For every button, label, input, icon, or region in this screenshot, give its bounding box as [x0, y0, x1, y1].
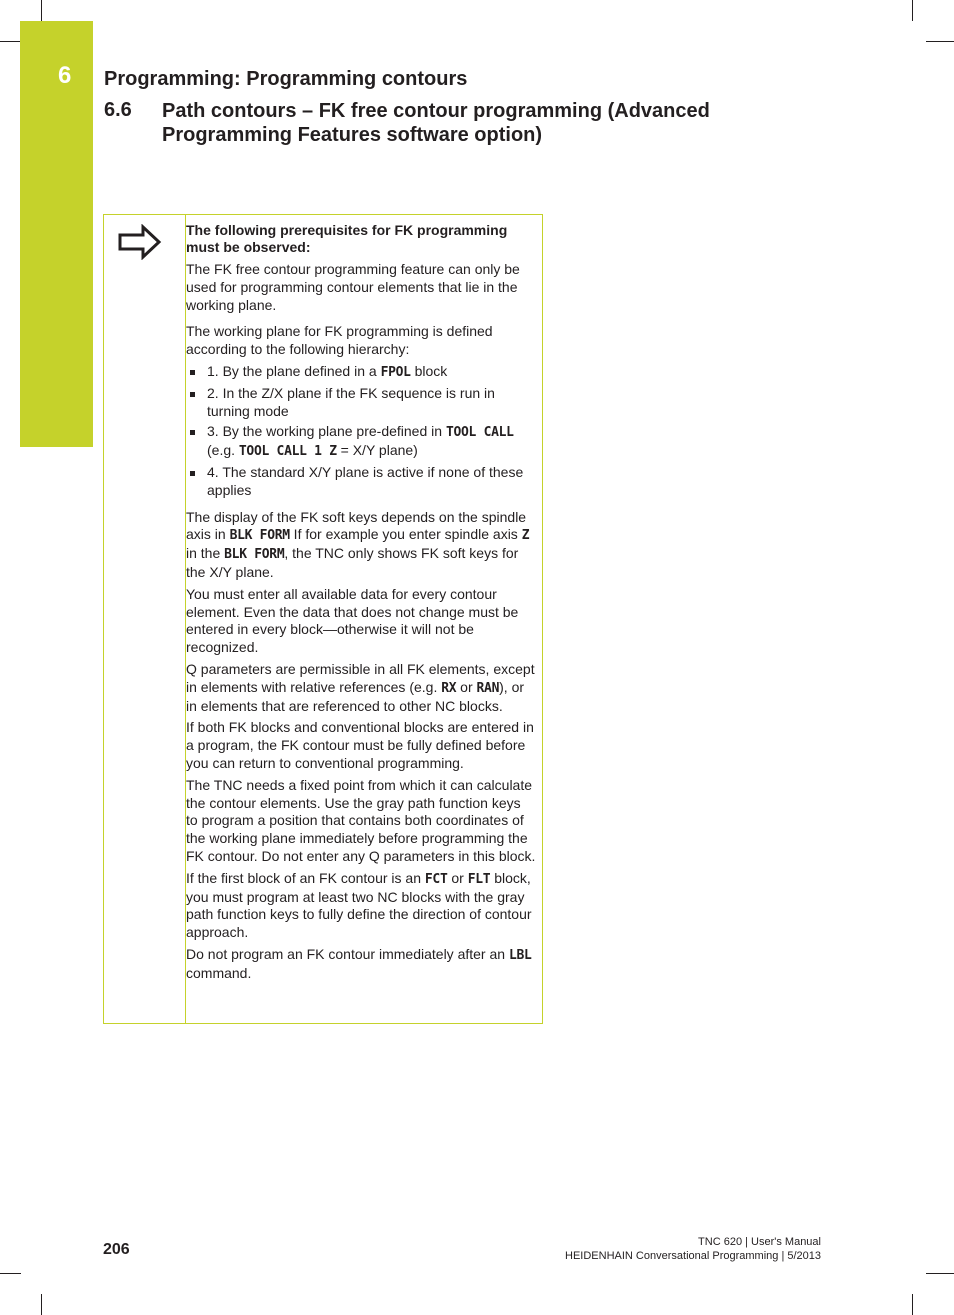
code-keyword: TOOL CALL	[445, 425, 514, 441]
code-keyword: BLK FORM	[224, 547, 285, 563]
note-paragraph: Do not program an FK contour immediately after an LBL command.	[186, 945, 532, 981]
crop-mark	[41, 0, 42, 21]
chapter-tab	[20, 21, 93, 447]
code-keyword: Z	[521, 528, 530, 544]
note-paragraph: The FK free contour programming feature can only be used for programming contour elements that lie in the working plane.	[186, 261, 520, 313]
list-item	[186, 385, 536, 421]
code-keyword: RX	[441, 680, 457, 696]
crop-mark	[912, 0, 913, 21]
code-keyword: LBL	[508, 947, 532, 963]
chapter-title: Programming: Programming contours	[104, 68, 468, 90]
list-item	[186, 363, 536, 382]
list-item-text: block	[410, 362, 448, 379]
code-keyword: FPOL	[380, 364, 411, 380]
list-item-text: 1. By the plane defined in a	[207, 362, 381, 379]
crop-mark	[0, 41, 21, 42]
crop-mark	[926, 1273, 954, 1274]
chapter-number: 6	[58, 62, 72, 89]
note-paragraph: If both FK blocks and conventional blocks are entered in a program, the FK contour must be fully defined before you can return to conventional programming.	[186, 719, 534, 771]
footer-manual-title: TNC 620 | User's Manual	[698, 1236, 821, 1248]
page-number: 206	[103, 1241, 130, 1258]
crop-mark	[912, 1294, 913, 1315]
code-keyword: BLK FORM	[229, 528, 290, 544]
bullet-square-icon	[190, 471, 195, 476]
note-paragraph: The display of the FK soft keys depends on the spindle axis in BLK FORM If for example you enter spindle axis Z in the BLK FORM, the TNC only shows FK soft keys for the X/Y plane.	[186, 508, 530, 580]
bullet-square-icon	[190, 392, 195, 397]
crop-mark	[0, 1273, 21, 1274]
hierarchy-list	[186, 363, 536, 500]
crop-mark	[41, 1294, 42, 1315]
list-item-text: (e.g.	[207, 442, 239, 459]
list-item-text: 2. In the Z/X plane if the FK sequence is run in turning mode	[207, 384, 495, 419]
note-paragraph: If the first block of an FK contour is an FCT or FLT block, you must program at least two NC blocks with the gray path function keys to fully define the direction of contour approach.	[186, 869, 532, 941]
code-keyword: FCT	[424, 871, 448, 887]
note-paragraph: The TNC needs a fixed point from which it can calculate the contour elements. Use the gray path function keys to program a position that contains both coordinates of the working plane immediately before programming the FK contour. Do not enter any Q parameters in this block.	[186, 776, 536, 864]
code-keyword: FLT	[467, 871, 491, 887]
list-item-text: = X/Y plane)	[336, 442, 418, 459]
list-item	[186, 464, 536, 500]
note-paragraph: The working plane for FK programming is defined according to the following hierarchy:	[186, 323, 493, 358]
note-lead: The following prerequisites for FK programming must be observed:	[186, 222, 508, 255]
list-item-text: 3. By the working plane pre-defined in	[207, 423, 446, 440]
bullet-square-icon	[190, 370, 195, 375]
section-number: 6.6	[104, 99, 132, 121]
code-keyword: TOOL CALL 1 Z	[238, 444, 337, 460]
footer-manual-subtitle: HEIDENHAIN Conversational Programming | 5/2013	[565, 1250, 821, 1262]
section-title: Path contours – FK free contour programming (Advanced Programming Features software option)	[162, 100, 710, 146]
code-keyword: RAN	[476, 680, 500, 696]
note-body	[186, 222, 536, 986]
crop-mark	[926, 41, 954, 42]
footer	[565, 1235, 821, 1263]
note-paragraph: You must enter all available data for every contour element. Even the data that does not change must be entered in every block—otherwise it will not be recognized.	[186, 585, 519, 656]
bullet-square-icon	[190, 430, 195, 435]
note-paragraph: Q parameters are permissible in all FK elements, except in elements with relative references (e.g. RX or RAN), or in elements that are referenced to other NC blocks.	[186, 660, 535, 714]
arrow-right-icon	[118, 224, 162, 260]
list-item	[186, 423, 536, 461]
list-item-text: 4. The standard X/Y plane is active if none of these applies	[207, 463, 524, 498]
